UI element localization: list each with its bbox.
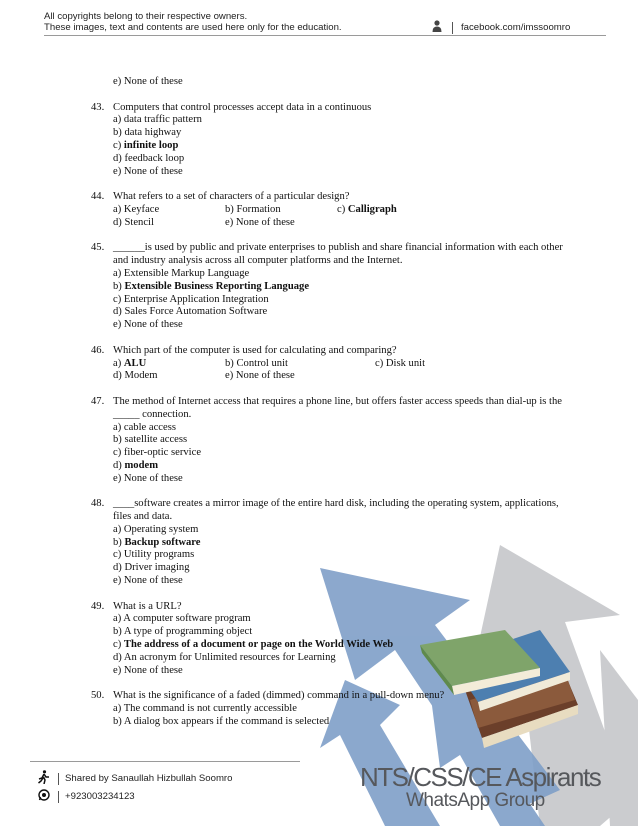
option-letter: a) bbox=[113, 613, 124, 625]
correct-answer-text: The address of a document or page on the World Wide Web bbox=[123, 639, 394, 651]
option-letter: a) bbox=[113, 203, 124, 215]
option-letter: a) bbox=[113, 114, 124, 126]
option-letter: b) bbox=[225, 357, 237, 369]
question-number: 49. bbox=[91, 600, 105, 612]
option-text: satellite access bbox=[124, 434, 188, 446]
correct-answer-text: modem bbox=[124, 459, 159, 471]
answer-option bbox=[113, 473, 638, 486]
brand-subtitle: WhatsApp Group bbox=[406, 790, 545, 811]
answer-option bbox=[113, 549, 638, 562]
question-text: Computers that control processes accept data in a continuous bbox=[113, 101, 372, 113]
option-text: Modem bbox=[124, 370, 158, 382]
answer-option bbox=[113, 306, 638, 319]
option-row bbox=[113, 370, 638, 383]
answer-option bbox=[113, 319, 638, 332]
option-text: Utility programs bbox=[123, 549, 195, 561]
footer-separator bbox=[58, 773, 59, 785]
option-text: None of these bbox=[123, 472, 183, 484]
answer-option bbox=[225, 358, 375, 371]
option-text: A type of programming object bbox=[123, 626, 253, 638]
option-letter: e) bbox=[113, 319, 124, 331]
option-text: A computer software program bbox=[123, 613, 251, 625]
question-number: 46. bbox=[91, 344, 105, 356]
footer-shared-by bbox=[38, 770, 232, 787]
footer-phone bbox=[38, 789, 135, 804]
question-block bbox=[0, 498, 638, 588]
option-text: Enterprise Application Integration bbox=[123, 293, 269, 305]
question-block bbox=[0, 242, 638, 332]
option-text: data traffic pattern bbox=[123, 114, 202, 126]
answer-option bbox=[225, 370, 337, 383]
option-text: cable access bbox=[123, 421, 176, 433]
answer-option bbox=[113, 434, 638, 447]
option-letter: a) bbox=[113, 421, 124, 433]
footer-separator bbox=[58, 791, 59, 803]
answer-option bbox=[375, 358, 425, 371]
answer-option bbox=[113, 140, 638, 153]
option-row bbox=[113, 204, 638, 217]
option-letter: b) bbox=[113, 127, 125, 139]
question-number: 43. bbox=[91, 101, 105, 113]
option-text: Stencil bbox=[124, 216, 154, 228]
option-letter: e) bbox=[113, 664, 124, 676]
option-letter: d) bbox=[113, 651, 124, 663]
question-text: Which part of the computer is used for calculating and comparing? bbox=[113, 344, 397, 356]
copyright-line: All copyrights belong to their respective owners. bbox=[44, 11, 248, 22]
answer-option bbox=[113, 358, 225, 371]
answer-option bbox=[225, 204, 337, 217]
option-letter: b) bbox=[113, 434, 125, 446]
question-text: What is a URL? bbox=[113, 600, 182, 612]
shared-by-text: Shared by Sanaullah Hizbullah Soomro bbox=[65, 773, 233, 784]
option-text: Formation bbox=[236, 203, 281, 215]
option-text: feedback loop bbox=[124, 152, 185, 164]
answer-option bbox=[113, 639, 638, 652]
option-letter: a) bbox=[113, 267, 124, 279]
walking-figure-icon bbox=[38, 770, 50, 787]
option-letter: d) bbox=[113, 152, 125, 164]
answer-option bbox=[113, 447, 638, 460]
answer-option bbox=[113, 613, 638, 626]
question-block bbox=[0, 396, 638, 486]
phone-number: +923003234123 bbox=[65, 791, 135, 802]
option-letter: d) bbox=[113, 370, 125, 382]
question-block bbox=[0, 102, 638, 179]
option-letter: b) bbox=[113, 536, 125, 548]
correct-answer-text: ALU bbox=[123, 357, 147, 369]
question-text: ____software creates a mirror image of the entire hard disk, including the operating system, applications, files and data. bbox=[113, 498, 559, 523]
option-text: An acronym for Unlimited resources for Learning bbox=[123, 651, 336, 663]
answer-option bbox=[113, 114, 638, 127]
option-text: None of these bbox=[123, 575, 183, 587]
option-text: data highway bbox=[124, 127, 182, 139]
option-letter: a) bbox=[113, 357, 124, 369]
option-letter: b) bbox=[113, 626, 124, 638]
option-letter: e) bbox=[113, 165, 124, 177]
answer-option bbox=[113, 268, 638, 281]
option-letter: b) bbox=[113, 280, 125, 292]
brand-title: NTS/CSS/CE Aspirants bbox=[360, 762, 601, 792]
question-number: 48. bbox=[91, 498, 105, 510]
correct-answer-text: Backup software bbox=[124, 536, 201, 548]
correct-answer-text: Calligraph bbox=[347, 203, 397, 215]
answer-option bbox=[113, 562, 638, 575]
answer-option bbox=[113, 460, 638, 473]
question-text: What is the significance of a faded (dimmed) command in a pull-down menu? bbox=[113, 690, 445, 702]
option-letter: b) bbox=[225, 203, 237, 215]
option-text: Control unit bbox=[236, 357, 288, 369]
answer-option bbox=[113, 204, 225, 217]
answer-option bbox=[113, 153, 638, 166]
question-list bbox=[0, 76, 638, 741]
option-letter: d) bbox=[113, 306, 125, 318]
answer-option bbox=[113, 626, 638, 639]
facebook-link[interactable]: facebook.com/imssoomro bbox=[461, 22, 571, 33]
option-letter: e) bbox=[113, 575, 124, 587]
option-text: Disk unit bbox=[385, 357, 426, 369]
option-letter: e) bbox=[225, 216, 236, 228]
question-block bbox=[0, 345, 638, 383]
education-line: These images, text and contents are used here only for the education. bbox=[44, 22, 342, 33]
option-text: None of these bbox=[235, 216, 295, 228]
answer-option bbox=[113, 716, 638, 729]
question-block bbox=[0, 690, 638, 728]
question-number: 44. bbox=[91, 191, 105, 203]
answer-option bbox=[113, 537, 638, 550]
correct-answer-text: infinite loop bbox=[123, 139, 179, 151]
option-text: fiber-optic service bbox=[123, 447, 202, 459]
option-text: Extensible Markup Language bbox=[123, 267, 250, 279]
question-text: ______is used by public and private enterprises to publish and share financial information with each other and industry analysis across all computer platforms and the Internet. bbox=[113, 242, 563, 267]
answer-option bbox=[337, 204, 397, 217]
option-text: The command is not currently accessible bbox=[123, 703, 297, 715]
answer-option bbox=[113, 281, 638, 294]
option-letter: c) bbox=[375, 357, 386, 369]
answer-option bbox=[113, 294, 638, 307]
option-letter: d) bbox=[113, 216, 125, 228]
answer-option bbox=[113, 575, 638, 588]
option-letter: e) bbox=[113, 472, 124, 484]
answer-option bbox=[113, 217, 225, 230]
option-letter: a) bbox=[113, 523, 124, 535]
option-text: A dialog box appears if the command is selected bbox=[123, 715, 330, 727]
option-text: None of these bbox=[123, 319, 183, 331]
answer-option bbox=[113, 703, 638, 716]
answer-option bbox=[113, 524, 638, 537]
option-text: Keyface bbox=[123, 203, 160, 215]
question-text: The method of Internet access that requires a phone line, but offers faster access speeds than dial-up is the _____ connection. bbox=[113, 395, 562, 420]
question-number: 50. bbox=[91, 690, 105, 702]
answer-option bbox=[113, 422, 638, 435]
question-block bbox=[0, 191, 638, 229]
option-letter: d) bbox=[113, 562, 125, 574]
question-block bbox=[0, 601, 638, 678]
answer-option bbox=[113, 665, 638, 678]
option-e: e) None of these bbox=[113, 76, 183, 87]
option-letter: c) bbox=[113, 293, 124, 305]
option-text: Driver imaging bbox=[124, 562, 190, 574]
option-letter: b) bbox=[113, 715, 124, 727]
option-letter: d) bbox=[113, 459, 125, 471]
option-row bbox=[113, 217, 638, 230]
footer-rule bbox=[30, 761, 300, 762]
option-letter: c) bbox=[113, 549, 124, 561]
whatsapp-icon bbox=[38, 789, 50, 804]
answer-option bbox=[225, 217, 337, 230]
option-row bbox=[113, 358, 638, 371]
option-letter: a) bbox=[113, 703, 124, 715]
option-text: None of these bbox=[123, 664, 183, 676]
question-text: What refers to a set of characters of a particular design? bbox=[113, 191, 350, 203]
option-letter: c) bbox=[337, 203, 348, 215]
answer-option bbox=[113, 370, 225, 383]
option-letter: e) bbox=[225, 370, 236, 382]
option-text: Sales Force Automation Software bbox=[124, 306, 268, 318]
previous-question-tail bbox=[0, 76, 638, 89]
option-letter: c) bbox=[113, 447, 124, 459]
answer-option bbox=[113, 652, 638, 665]
question-number: 47. bbox=[91, 395, 105, 407]
option-text: None of these bbox=[123, 165, 183, 177]
question-number: 45. bbox=[91, 242, 105, 254]
answer-option bbox=[113, 166, 638, 179]
answer-option bbox=[113, 127, 638, 140]
option-text: None of these bbox=[235, 370, 295, 382]
option-letter: c) bbox=[113, 139, 124, 151]
correct-answer-text: Extensible Business Reporting Language bbox=[124, 280, 310, 292]
option-letter: c) bbox=[113, 639, 124, 651]
option-text: Operating system bbox=[123, 523, 199, 535]
